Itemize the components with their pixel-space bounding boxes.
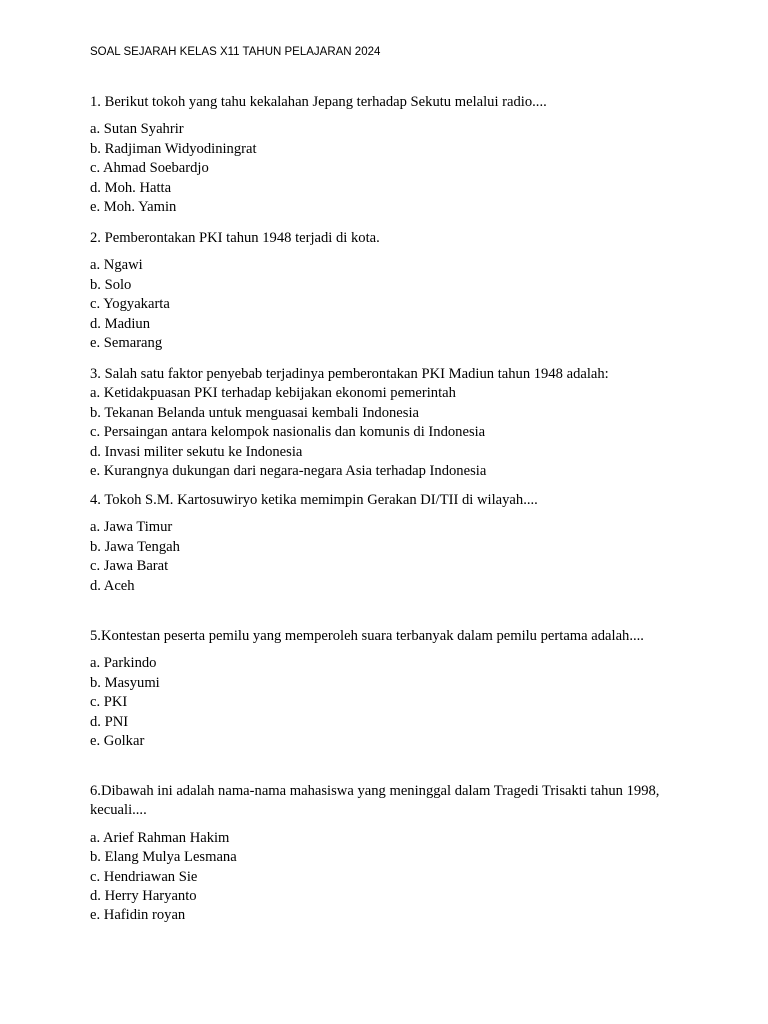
option-a: a. Sutan Syahrir: [90, 121, 184, 138]
question-2: [90, 229, 680, 353]
option-c: c. Hendriawan Sie: [90, 868, 198, 885]
option-a: a. Parkindo: [90, 655, 157, 672]
question-text: 2. Pemberontakan PKI tahun 1948 terjadi di kota.: [90, 230, 380, 246]
option-d: d. Herry Haryanto: [90, 888, 197, 905]
option-b: b. Tekanan Belanda untuk menguasai kembali Indonesia: [90, 404, 420, 421]
option-d: d. Aceh: [90, 577, 135, 594]
option-e: e. Moh. Yamin: [90, 199, 177, 216]
option-b: b. Jawa Tengah: [90, 538, 180, 555]
option-list: [90, 654, 680, 751]
option-a: a. Arief Rahman Hakim: [90, 829, 230, 846]
option-list: [90, 829, 680, 926]
option-a: a. Ketidakpuasan PKI terhadap kebijakan ekonomi pemerintah: [90, 385, 456, 402]
document-title: SOAL SEJARAH KELAS X11 TAHUN PELAJARAN 2024: [90, 46, 381, 58]
option-list: [90, 256, 680, 353]
option-list: [90, 384, 680, 481]
option-b: b. Masyumi: [90, 674, 160, 691]
option-c: c. PKI: [90, 694, 128, 711]
option-e: e. Semarang: [90, 335, 163, 352]
option-b: b. Elang Mulya Lesmana: [90, 849, 237, 866]
question-5: [90, 627, 680, 751]
option-list: [90, 120, 680, 217]
option-a: a. Jawa Timur: [90, 519, 173, 536]
option-d: d. Madiun: [90, 315, 150, 332]
option-d: d. Invasi militer sekutu ke Indonesia: [90, 443, 303, 460]
question-text: 6.Dibawah ini adalah nama-nama mahasiswa yang meninggal dalam Tragedi Trisakti tahun 1998, kecuali....: [90, 783, 660, 819]
question-3: [90, 365, 680, 481]
question-6: [90, 782, 680, 926]
question-1: [90, 93, 680, 217]
option-d: d. Moh. Hatta: [90, 179, 172, 196]
question-text: 1. Berikut tokoh yang tahu kekalahan Jepang terhadap Sekutu melalui radio....: [90, 94, 547, 110]
question-text: 5.Kontestan peserta pemilu yang memperoleh suara terbanyak dalam pemilu pertama adalah....: [90, 628, 644, 644]
option-c: c. Ahmad Soebardjo: [90, 160, 209, 177]
option-d: d. PNI: [90, 713, 129, 730]
option-e: e. Hafidin royan: [90, 907, 186, 924]
option-e: e. Kurangnya dukungan dari negara-negara Asia terhadap Indonesia: [90, 463, 487, 480]
question-text: 3. Salah satu faktor penyebab terjadinya pemberontakan PKI Madiun tahun 1948 adalah:: [90, 366, 609, 382]
option-e: e. Golkar: [90, 733, 145, 750]
option-c: c. Yogyakarta: [90, 296, 170, 313]
option-b: b. Solo: [90, 276, 132, 293]
option-c: c. Jawa Barat: [90, 558, 169, 575]
question-text: 4. Tokoh S.M. Kartosuwiryo ketika memimpin Gerakan DI/TII di wilayah....: [90, 492, 538, 508]
option-a: a. Ngawi: [90, 257, 143, 274]
option-b: b. Radjiman Widyodiningrat: [90, 140, 257, 157]
question-4: [90, 491, 680, 596]
option-list: [90, 518, 680, 596]
option-c: c. Persaingan antara kelompok nasionalis dan komunis di Indonesia: [90, 424, 486, 441]
